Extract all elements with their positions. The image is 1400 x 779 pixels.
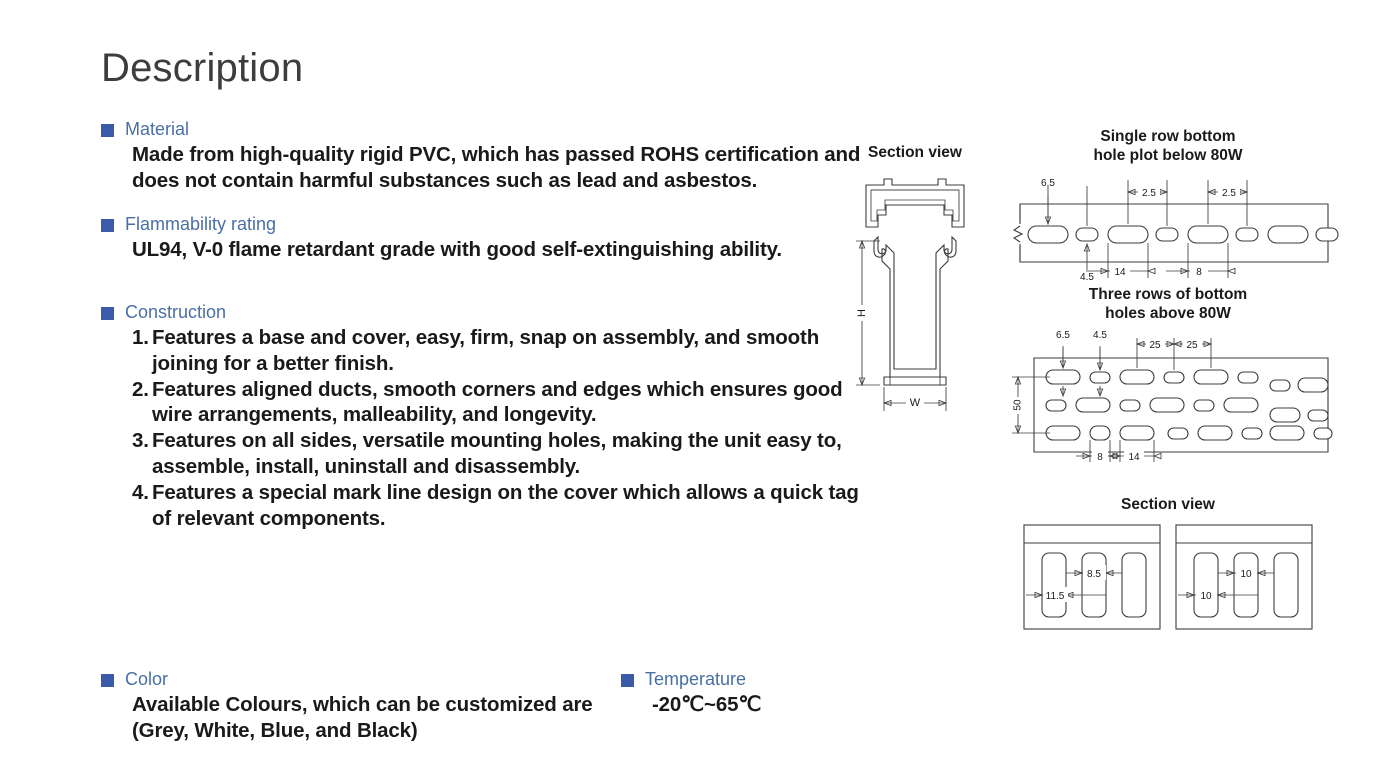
section-view-slots-svg	[1020, 515, 1316, 635]
drawing-single-row-caption-line-1: Single row bottom	[1100, 128, 1236, 145]
list-item	[132, 377, 876, 429]
three-rows-hole-plot-svg	[998, 324, 1338, 464]
section-construction-title: Construction	[125, 302, 227, 323]
list-item-text	[152, 428, 842, 480]
dimension-11-5-label: 11.5	[1045, 590, 1065, 602]
section-material-header	[101, 120, 876, 140]
section-color	[101, 670, 621, 743]
section-material-body	[132, 142, 876, 194]
section-construction-header	[101, 303, 876, 323]
section-flammability-header	[101, 215, 876, 235]
dimension-8-label: 8	[1196, 266, 1202, 278]
spacer	[101, 263, 876, 303]
drawing-three-rows-caption-line-1: Three rows of bottom	[1088, 286, 1248, 303]
list-item-line-1: Features a special mark line design on the cover which allows a quick tag	[152, 480, 859, 504]
list-item-number: 4.	[132, 480, 149, 504]
drawing-single-row-hole-plot	[998, 128, 1338, 281]
dimension-8-bottom-label: 8	[1097, 451, 1103, 463]
dimension-4-5-bottom-label: 4.5	[1080, 271, 1094, 283]
bottom-sections-row	[101, 670, 891, 743]
section-flammability-title: Flammability rating	[125, 214, 277, 235]
spacer	[101, 193, 876, 215]
list-item-line-1: Features a base and cover, easy, firm, snap on assembly, and smooth	[152, 325, 820, 349]
section-temperature-title: Temperature	[645, 669, 747, 689]
list-item-number: 1.	[132, 325, 149, 349]
drawing-section-view-profile-caption: Section view	[868, 144, 962, 161]
dimension-width-label: W	[909, 396, 921, 409]
dimension-14-bottom-label: 14	[1128, 451, 1140, 463]
drawing-section-view-profile	[840, 144, 990, 427]
section-flammability	[101, 215, 876, 263]
section-temperature-header	[621, 670, 881, 690]
dimension-25-first-label: 25	[1149, 339, 1161, 351]
drawing-three-rows-hole-plot	[998, 286, 1338, 464]
bullet-square-icon	[101, 674, 114, 687]
dimension-8-5-label: 8.5	[1087, 568, 1101, 580]
section-temperature-range: -20℃~65℃	[652, 692, 762, 716]
list-item-line-1: Features aligned ducts, smooth corners and edges which ensures good	[152, 377, 843, 401]
dimension-2-5-first-label: 2.5	[1142, 187, 1156, 199]
list-item-line-2: of relevant components.	[152, 506, 386, 530]
section-material	[101, 120, 876, 193]
section-view-profile-svg	[840, 163, 990, 427]
section-color-title: Color	[125, 669, 169, 689]
dimension-25-second-label: 25	[1186, 339, 1198, 351]
list-item-line-2: joining for a better finish.	[152, 351, 394, 375]
bullet-square-icon	[101, 307, 114, 320]
list-item-line-2: wire arrangements, malleability, and longevity.	[152, 403, 597, 427]
dimension-14-label: 14	[1114, 266, 1126, 278]
drawing-three-rows-caption	[998, 286, 1338, 324]
section-temperature	[621, 670, 881, 743]
description-text-column	[101, 120, 876, 532]
list-item	[132, 480, 876, 532]
section-material-title: Material	[125, 119, 190, 139]
section-temperature-body	[652, 692, 881, 718]
section-flammability-body	[132, 237, 876, 263]
drawing-single-row-caption-line-2: hole plot below 80W	[1093, 146, 1243, 164]
list-item-text	[152, 377, 843, 429]
bullet-square-icon	[101, 219, 114, 232]
dimension-6-5-top-label: 6.5	[1041, 177, 1055, 189]
dimension-6-5-label: 6.5	[1056, 329, 1070, 341]
section-color-line-2: (Grey, White, Blue, and Black)	[132, 718, 418, 742]
bullet-square-icon	[101, 124, 114, 137]
section-color-line-1: Available Colours, which can be customized are	[132, 692, 593, 716]
section-color-body	[132, 692, 621, 744]
dimension-4-5-label: 4.5	[1093, 329, 1107, 341]
list-item-line-2: assemble, install, uninstall and disassembly.	[152, 455, 581, 479]
dimension-50-label: 50	[1012, 399, 1024, 411]
section-material-line-1: Made from high-quality rigid PVC, which has passed ROHS certification and	[132, 142, 861, 166]
drawing-section-view-slots	[1020, 496, 1316, 635]
section-material-line-2: does not contain harmful substances such as lead and asbestos.	[132, 168, 758, 192]
list-item-number: 3.	[132, 429, 149, 453]
list-item-text	[152, 480, 859, 532]
dimension-2-5-second-label: 2.5	[1222, 187, 1236, 199]
page-title: Description	[101, 46, 304, 90]
section-color-header	[101, 670, 621, 690]
list-item-text	[152, 325, 819, 377]
bullet-square-icon	[621, 674, 634, 687]
list-item-line-1: Features on all sides, versatile mounting holes, making the unit easy to,	[152, 429, 842, 453]
construction-list	[132, 325, 876, 532]
list-item	[132, 325, 876, 377]
section-flammability-line-1: UL94, V-0 flame retardant grade with good self-extinguishing ability.	[132, 238, 782, 262]
technical-drawings-column	[836, 128, 1392, 668]
dimension-10-top-label: 10	[1240, 568, 1252, 580]
list-item-number: 2.	[132, 377, 149, 401]
dimension-height-label: H	[855, 308, 868, 317]
drawing-single-row-caption	[998, 128, 1338, 166]
drawing-three-rows-caption-line-2: holes above 80W	[1105, 304, 1231, 322]
list-item	[132, 428, 876, 480]
dimension-10-bottom-label: 10	[1200, 590, 1212, 602]
section-construction	[101, 303, 876, 531]
single-row-hole-plot-svg	[998, 166, 1338, 281]
drawing-section-view-slots-caption: Section view	[1121, 496, 1215, 513]
